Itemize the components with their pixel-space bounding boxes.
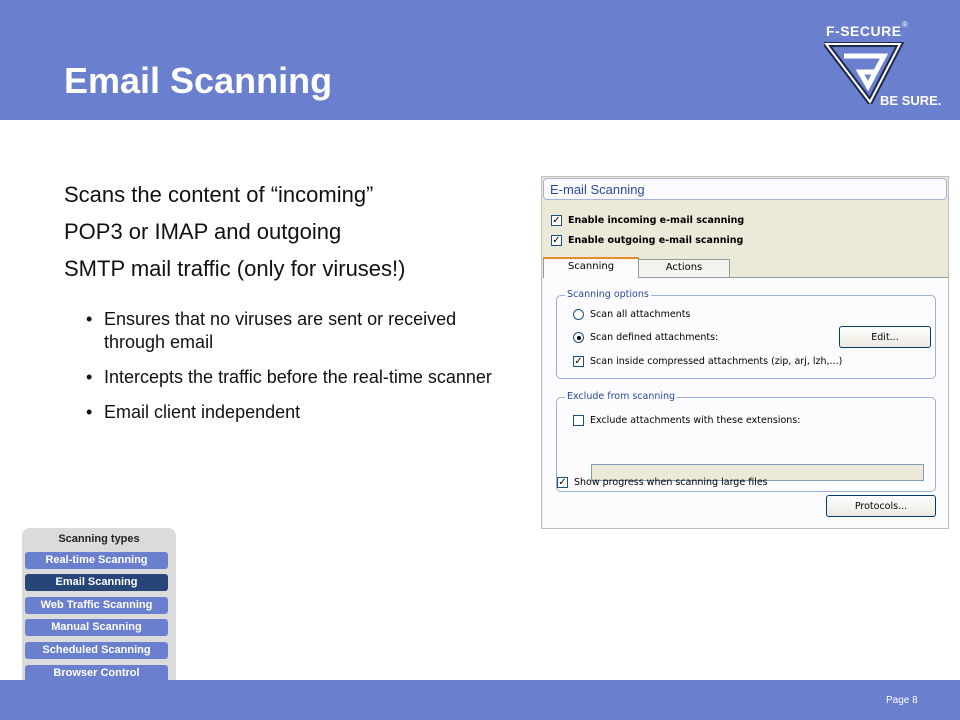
menu-item-manual-scanning[interactable]: Manual Scanning <box>25 619 168 636</box>
scan-defined-radio[interactable] <box>573 332 584 343</box>
dialog-title: E-mail Scanning <box>550 182 645 197</box>
menu-item-web-traffic-scanning[interactable]: Web Traffic Scanning <box>25 597 168 614</box>
intro-line: SMTP mail traffic (only for viruses!) <box>64 256 406 281</box>
tab-panel <box>543 277 948 528</box>
tab-actions[interactable]: Actions <box>638 259 730 277</box>
edit-button[interactable]: Edit... <box>839 326 931 348</box>
footer-bar <box>0 680 960 720</box>
scan-all-radio[interactable] <box>573 309 584 320</box>
bullet-list <box>82 308 502 436</box>
logo-registered-mark: ® <box>902 20 908 29</box>
menu-heading: Scanning types <box>58 533 140 545</box>
exclude-legend: Exclude from scanning <box>567 391 676 402</box>
bullet-item: • Email client independent <box>82 401 502 424</box>
scan-all-label: Scan all attachments <box>590 309 691 320</box>
enable-outgoing-checkbox[interactable]: ✓ <box>552 235 561 246</box>
protocols-button[interactable]: Protocols... <box>826 495 936 517</box>
logo-brand: F-SECURE <box>826 23 902 39</box>
intro-line: Scans the content of “incoming” <box>64 182 374 207</box>
enable-incoming-label: Enable incoming e-mail scanning <box>568 215 745 226</box>
scan-defined-label: Scan defined attachments: <box>590 332 719 343</box>
email-scanning-dialog <box>541 176 949 529</box>
f-secure-logo <box>818 18 958 114</box>
menu-item-email-scanning[interactable]: Email Scanning <box>25 574 168 591</box>
intro-paragraph <box>64 176 504 287</box>
bullet-item: • Ensures that no viruses are sent or received through email <box>82 308 502 354</box>
scanning-options-group <box>556 289 936 379</box>
menu-item-real-time-scanning[interactable]: Real-time Scanning <box>25 552 168 569</box>
show-progress-checkbox[interactable]: ✓ <box>558 477 567 488</box>
logo-tagline: BE SURE. <box>880 93 942 108</box>
scan-compressed-checkbox[interactable]: ✓ <box>574 356 583 367</box>
menu-item-browser-control[interactable]: Browser Control <box>25 665 168 682</box>
slide-title: Email Scanning <box>64 60 333 101</box>
enable-outgoing-label: Enable outgoing e-mail scanning <box>568 235 744 246</box>
exclude-extensions-checkbox[interactable] <box>573 415 584 426</box>
enable-incoming-checkbox[interactable]: ✓ <box>552 215 561 226</box>
exclude-extensions-label: Exclude attachments with these extensions: <box>590 415 801 426</box>
intro-line: POP3 or IMAP and outgoing <box>64 219 342 244</box>
menu-item-scheduled-scanning[interactable]: Scheduled Scanning <box>25 642 168 659</box>
page-number: Page 8 <box>886 695 918 706</box>
scanning-options-legend: Scanning options <box>567 289 649 300</box>
bullet-item: • Intercepts the traffic before the real-time scanner <box>82 366 502 389</box>
scan-compressed-label: Scan inside compressed attachments (zip, arj, lzh,...) <box>590 356 843 367</box>
tab-scanning[interactable]: Scanning <box>543 257 639 278</box>
dialog-header <box>543 178 947 200</box>
show-progress-label: Show progress when scanning large files <box>574 477 768 488</box>
